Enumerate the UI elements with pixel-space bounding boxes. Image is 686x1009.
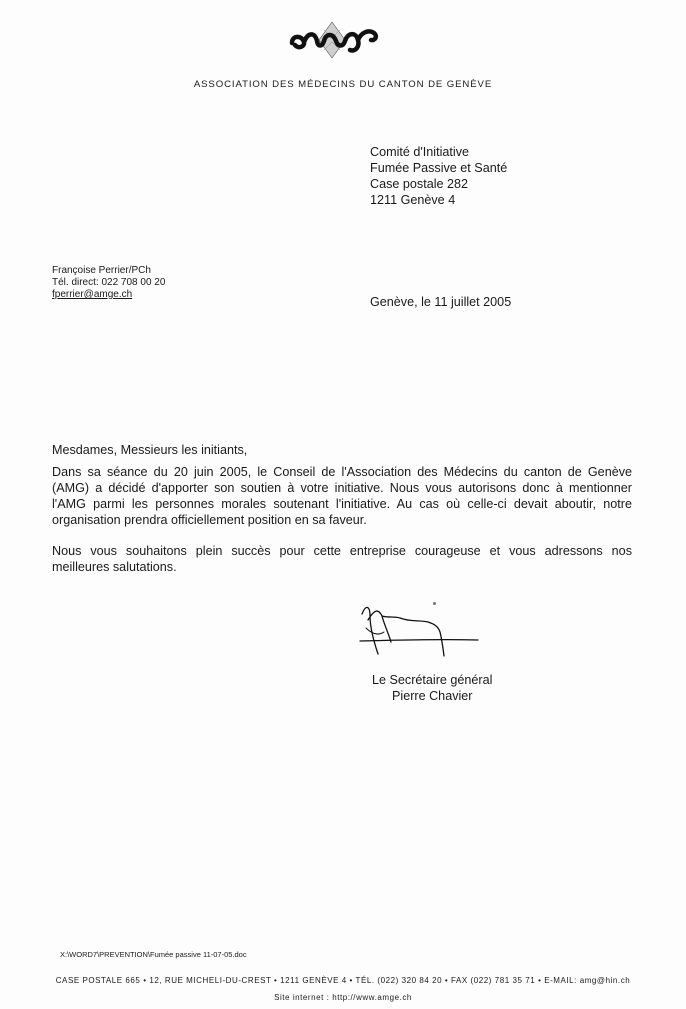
amg-logo-icon <box>288 14 388 62</box>
recipient-line-4: 1211 Genève 4 <box>370 193 456 207</box>
recipient-line-1: Comité d'Initiative <box>370 145 469 159</box>
paragraph-2 <box>52 543 632 575</box>
paragraph-1-line: organisation prendra officiellement position en sa faveur. <box>52 513 367 527</box>
footer-address: CASE POSTALE 665 • 12, RUE MICHELI-DU-CREST • 1211 GENÈVE 4 • TÉL. (022) 320 84 20 • FAX (022) 781 35 71 • E-MAIL: amg@hin.ch <box>55 976 631 985</box>
organization-name: ASSOCIATION DES MÉDECINS DU CANTON DE GENÈVE <box>193 79 493 90</box>
recipient-line-2: Fumée Passive et Santé <box>370 161 508 175</box>
signer-title: Le Secrétaire général <box>372 673 493 687</box>
recipient-line-3: Case postale 282 <box>370 177 469 191</box>
handwritten-signature <box>358 598 488 665</box>
footer-website: Site internet : http://www.amge.ch <box>274 993 412 1002</box>
paragraph-2-line: Nous vous souhaitons plein succès pour cette entreprise courageuse et vous adressons nos <box>52 544 632 558</box>
paragraph-1-line: Dans sa séance du 20 juin 2005, le Conseil de l'Association des Médecins du canton de Genève <box>52 465 632 479</box>
letter-date: Genève, le 11 juillet 2005 <box>370 295 512 309</box>
paragraph-1 <box>52 464 632 528</box>
paragraph-1-line: (AMG) a décidé d'apporter son soutien à votre initiative. Nous vous autorisons donc à mentionner <box>52 481 632 495</box>
signature-icon <box>358 598 488 660</box>
amg-logo <box>288 14 388 67</box>
sender-phone: Tél. direct: 022 708 00 20 <box>52 277 166 288</box>
salutation: Mesdames, Messieurs les initiants, <box>52 443 248 457</box>
file-reference: X:\WORD7\PREVENTION\Fumée passive 11-07-05.doc <box>60 950 247 959</box>
sender-email-link[interactable]: fperrier@amge.ch <box>52 289 133 300</box>
signer-name: Pierre Chavier <box>392 689 473 703</box>
paragraph-1-line: l'AMG parmi les personnes morales soutenant l'initiative. Au cas où celle-ci devait aboutir, notre <box>52 497 632 511</box>
sender-name: Françoise Perrier/PCh <box>52 265 151 276</box>
paragraph-2-line: meilleures salutations. <box>52 560 177 574</box>
scan-speck <box>433 602 436 605</box>
